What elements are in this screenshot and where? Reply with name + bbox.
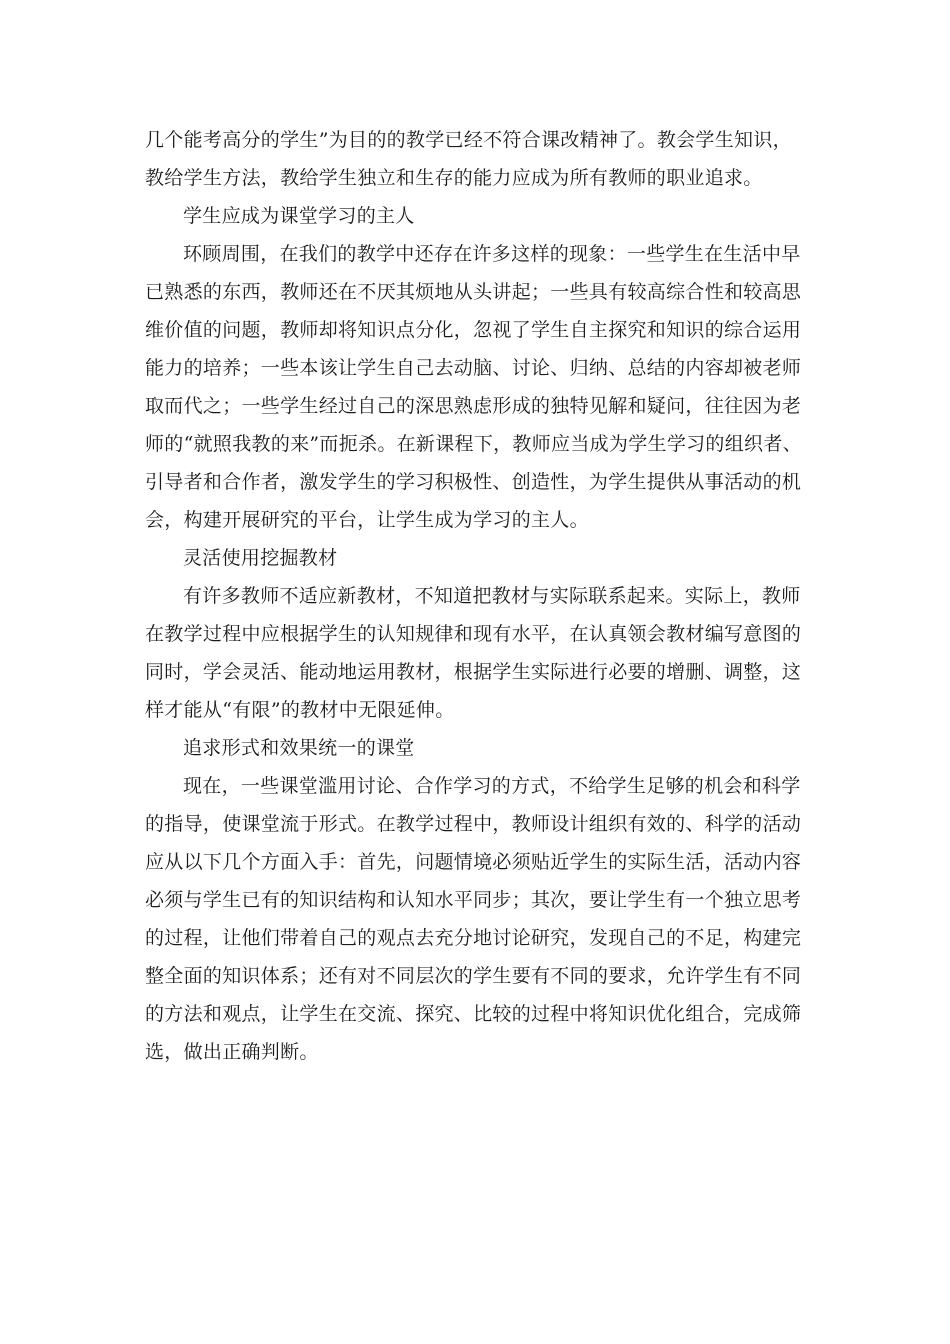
text-line: 取而代之；一些学生经过自己的深思熟虑形成的独特见解和疑问，往往因为老 <box>145 395 802 417</box>
text-line: 样才能从“有限”的教材中无限延伸。 <box>145 699 455 721</box>
text-line: 已熟悉的东西，教师还在不厌其烦地从头讲起；一些具有较高综合性和较高思 <box>145 281 802 303</box>
text-line: 环顾周围，在我们的教学中还存在许多这样的现象：一些学生在生活中早 <box>183 243 801 265</box>
text-line: 的方法和观点，让学生在交流、探究、比较的过程中将知识优化组合，完成筛 <box>145 1003 802 1025</box>
text-line: 的过程，让他们带着自己的观点去充分地讨论研究，发现自己的不足，构建完 <box>145 927 802 949</box>
text-line: 必须与学生已有的知识结构和认知水平同步；其次，要让学生有一个独立思考 <box>145 889 802 911</box>
text-line: 同时，学会灵活、能动地运用教材，根据学生实际进行必要的增删、调整，这 <box>145 661 802 683</box>
text-line: 维价值的问题，教师却将知识点分化，忽视了学生自主探究和知识的综合运用 <box>145 319 802 341</box>
text-line: 在教学过程中应根据学生的认知规律和现有水平，在认真领会教材编写意图的 <box>145 623 802 645</box>
section-heading: 学生应成为课堂学习的主人 <box>183 205 415 227</box>
text-line: 几个能考高分的学生”为目的的教学已经不符合课改精神了。教会学生知识， <box>145 129 792 151</box>
text-line: 教给学生方法，教给学生独立和生存的能力应成为所有教师的职业追求。 <box>145 167 763 189</box>
text-line: 整全面的知识体系；还有对不同层次的学生要有不同的要求，允许学生有不同 <box>145 965 802 987</box>
text-line: 选，做出正确判断。 <box>145 1041 319 1063</box>
text-line: 引导者和合作者，激发学生的学习积极性、创造性，为学生提供从事活动的机 <box>145 471 802 493</box>
section-heading: 灵活使用挖掘教材 <box>183 547 338 569</box>
text-line: 会，构建开展研究的平台，让学生成为学习的主人。 <box>145 509 589 531</box>
text-line: 有许多教师不适应新教材，不知道把教材与实际联系起来。实际上，教师 <box>183 585 801 607</box>
text-line: 应从以下几个方面入手：首先，问题情境必须贴近学生的实际生活，活动内容 <box>145 851 802 873</box>
text-line: 的指导，使课堂流于形式。在教学过程中，教师设计组织有效的、科学的活动 <box>145 813 802 835</box>
text-line: 现在，一些课堂滥用讨论、合作学习的方式，不给学生足够的机会和科学 <box>183 775 801 797</box>
text-line: 能力的培养；一些本该让学生自己去动脑、讨论、归纳、总结的内容却被老师 <box>145 357 802 379</box>
text-line: 师的“就照我教的来”而扼杀。在新课程下，教师应当成为学生学习的组织者、 <box>145 433 802 455</box>
section-heading: 追求形式和效果统一的课堂 <box>183 737 415 759</box>
